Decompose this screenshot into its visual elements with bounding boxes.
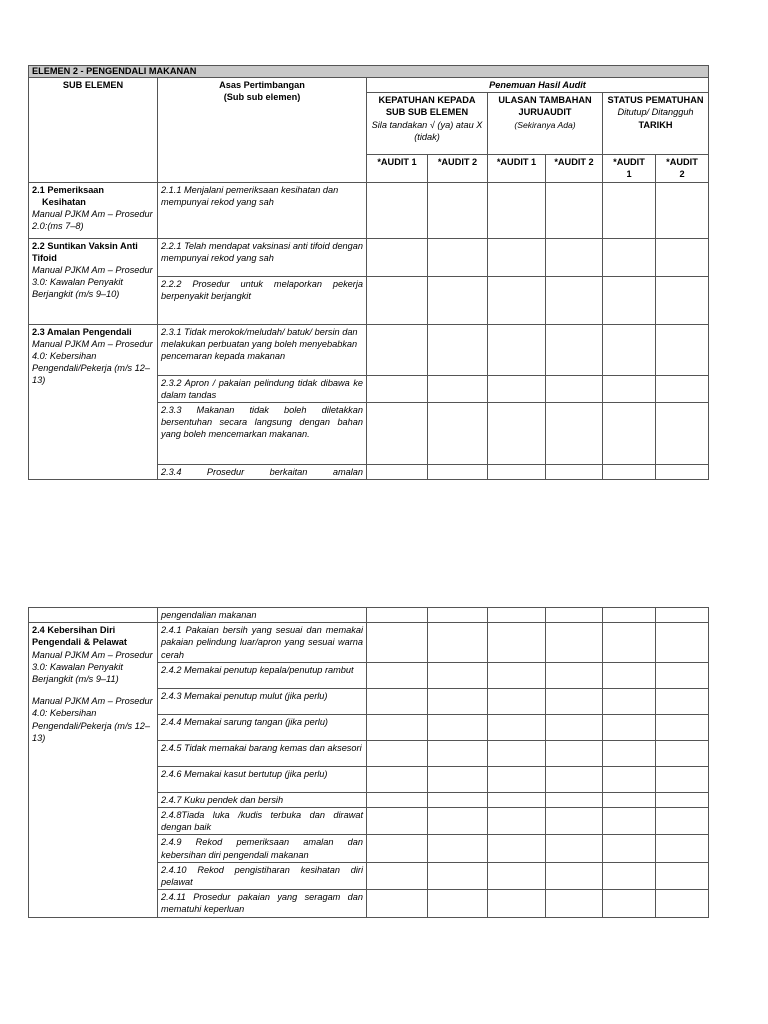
cell-input[interactable]	[546, 465, 603, 480]
item-2-3-4: 2.3.4 Prosedur berkaitan amalan	[158, 465, 367, 480]
cell-input[interactable]	[488, 465, 546, 480]
cell-input[interactable]	[488, 740, 546, 766]
cell-input[interactable]	[546, 238, 603, 276]
cell-input[interactable]	[603, 465, 656, 480]
header-kepatuhan-audit-1: *AUDIT 1	[367, 155, 428, 182]
cell-input[interactable]	[603, 276, 656, 324]
cell-input[interactable]	[367, 792, 428, 807]
item-2-4-2: 2.4.2 Memakai penutup kepala/penutup rambut	[158, 662, 367, 688]
cell-input[interactable]	[428, 623, 488, 663]
cell-input[interactable]	[367, 835, 428, 862]
cell-input[interactable]	[367, 740, 428, 766]
table-row	[29, 608, 709, 623]
cell-input[interactable]	[603, 890, 656, 917]
cell-input[interactable]	[367, 662, 428, 688]
cell-input[interactable]	[603, 403, 656, 465]
audit-table-page-1	[28, 65, 709, 480]
cell-input[interactable]	[546, 688, 603, 714]
table-row	[29, 238, 709, 276]
item-2-1-1: 2.1.1 Menjalani pemeriksaan kesihatan dan mempunyai rekod yang sah	[158, 182, 367, 238]
cell-input[interactable]	[603, 792, 656, 807]
cell-input[interactable]	[546, 375, 603, 402]
sub-elemen-2-1: 2.1 Pemeriksaan Kesihatan Manual PJKM Am – Prosedur 2.0:(ms 7–8)	[29, 182, 158, 238]
cell-input[interactable]	[603, 688, 656, 714]
cell-input[interactable]	[428, 662, 488, 688]
cell-input[interactable]	[488, 182, 546, 238]
item-2-4-1: 2.4.1 Pakaian bersih yang sesuai dan memakai pakaian pelindung luar/apron yang sesuai warna cerah	[158, 623, 367, 663]
cell-input[interactable]	[428, 276, 488, 324]
cell-input[interactable]	[367, 688, 428, 714]
item-2-3-4-continued: pengendalian makanan	[158, 608, 367, 623]
cell-input[interactable]	[428, 182, 488, 238]
sub-elemen-2-3: 2.3 Amalan Pengendali Manual PJKM Am – Prosedur 4.0: Kebersihan Pengendali/Pekerja (m/s 12–13)	[29, 324, 158, 480]
item-2-2-2: 2.2.2 Prosedur untuk melaporkan pekerja berpenyakit berjangkit	[158, 276, 367, 324]
cell-input[interactable]	[656, 238, 709, 276]
item-2-4-11: 2.4.11 Prosedur pakaian yang seragam dan mematuhi keperluan	[158, 890, 367, 917]
cell-input[interactable]	[428, 890, 488, 917]
header-status-pematuhan: STATUS PEMATUHAN Ditutup/ Ditangguh TARIKH	[603, 93, 709, 155]
cell-input[interactable]	[546, 890, 603, 917]
cell-input[interactable]	[656, 276, 709, 324]
cell-input[interactable]	[428, 688, 488, 714]
cell-input[interactable]	[603, 608, 656, 623]
sub-elemen-continued	[29, 608, 158, 623]
item-2-4-3: 2.4.3 Memakai penutup mulut (jika perlu)	[158, 688, 367, 714]
cell-input[interactable]	[428, 808, 488, 835]
cell-input[interactable]	[546, 623, 603, 663]
cell-input[interactable]	[488, 623, 546, 663]
item-2-3-2: 2.3.2 Apron / pakaian pelindung tidak dibawa ke dalam tandas	[158, 375, 367, 402]
cell-input[interactable]	[488, 766, 546, 792]
cell-input[interactable]	[603, 835, 656, 862]
cell-input[interactable]	[656, 808, 709, 835]
cell-input[interactable]	[428, 740, 488, 766]
cell-input[interactable]	[656, 688, 709, 714]
cell-input[interactable]	[488, 276, 546, 324]
header-sub-elemen: SUB ELEMEN	[29, 78, 158, 183]
cell-input[interactable]	[656, 608, 709, 623]
cell-input[interactable]	[428, 608, 488, 623]
cell-input[interactable]	[428, 766, 488, 792]
cell-input[interactable]	[428, 465, 488, 480]
cell-input[interactable]	[603, 808, 656, 835]
cell-input[interactable]	[656, 324, 709, 375]
cell-input[interactable]	[656, 766, 709, 792]
cell-input[interactable]	[603, 714, 656, 740]
header-asas-pertimbangan: Asas Pertimbangan (Sub sub elemen)	[158, 78, 367, 183]
cell-input[interactable]	[367, 276, 428, 324]
cell-input[interactable]	[488, 375, 546, 402]
item-2-4-8: 2.4.8Tiada luka /kudis terbuka dan dirawat dengan baik	[158, 808, 367, 835]
cell-input[interactable]	[656, 862, 709, 889]
cell-input[interactable]	[546, 835, 603, 862]
cell-input[interactable]	[367, 608, 428, 623]
cell-input[interactable]	[656, 890, 709, 917]
table-row	[29, 623, 709, 663]
element-title: ELEMEN 2 - PENGENDALI MAKANAN	[29, 66, 709, 78]
cell-input[interactable]	[603, 862, 656, 889]
cell-input[interactable]	[488, 835, 546, 862]
cell-input[interactable]	[367, 808, 428, 835]
cell-input[interactable]	[656, 182, 709, 238]
cell-input[interactable]	[488, 238, 546, 276]
cell-input[interactable]	[488, 862, 546, 889]
cell-input[interactable]	[367, 465, 428, 480]
cell-input[interactable]	[546, 862, 603, 889]
cell-input[interactable]	[488, 890, 546, 917]
item-2-2-1: 2.2.1 Telah mendapat vaksinasi anti tifoid dengan mempunyai rekod yang sah	[158, 238, 367, 276]
cell-input[interactable]	[656, 662, 709, 688]
cell-input[interactable]	[367, 375, 428, 402]
item-2-4-4: 2.4.4 Memakai sarung tangan (jika perlu)	[158, 714, 367, 740]
item-2-4-7: 2.4.7 Kuku pendek dan bersih	[158, 792, 367, 807]
cell-input[interactable]	[488, 608, 546, 623]
cell-input[interactable]	[367, 324, 428, 375]
header-status-audit-2: *AUDIT 2	[656, 155, 709, 182]
cell-input[interactable]	[546, 608, 603, 623]
cell-input[interactable]	[546, 662, 603, 688]
cell-input[interactable]	[656, 835, 709, 862]
item-2-4-6: 2.4.6 Memakai kasut bertutup (jika perlu)	[158, 766, 367, 792]
cell-input[interactable]	[656, 403, 709, 465]
cell-input[interactable]	[656, 740, 709, 766]
cell-input[interactable]	[428, 792, 488, 807]
cell-input[interactable]	[656, 714, 709, 740]
cell-input[interactable]	[488, 688, 546, 714]
cell-input[interactable]	[656, 792, 709, 807]
cell-input[interactable]	[603, 324, 656, 375]
cell-input[interactable]	[488, 792, 546, 807]
cell-input[interactable]	[428, 835, 488, 862]
cell-input[interactable]	[488, 662, 546, 688]
cell-input[interactable]	[656, 465, 709, 480]
cell-input[interactable]	[367, 766, 428, 792]
table-row	[29, 182, 709, 238]
header-kepatuhan: KEPATUHAN KEPADA SUB SUB ELEMEN Sila tandakan √ (ya) atau X (tidak)	[367, 93, 488, 155]
sub-elemen-2-4: 2.4 Kebersihan Diri Pengendali & Pelawat Manual PJKM Am – Prosedur 3.0: Kawalan Penyakit Berjangkit (m/s 9–11) Manual PJKM Am – Prosedur 4.0: Kebersihan Pengendali/Pekerja (m/s 12–13)	[29, 623, 158, 917]
cell-input[interactable]	[488, 714, 546, 740]
item-2-3-1: 2.3.1 Tidak merokok/meludah/ batuk/ bersin dan melakukan perbuatan yang boleh menyebabkan pencemaran kepada makanan	[158, 324, 367, 375]
cell-input[interactable]	[603, 766, 656, 792]
header-status-audit-1: *AUDIT 1	[603, 155, 656, 182]
cell-input[interactable]	[428, 238, 488, 276]
cell-input[interactable]	[603, 740, 656, 766]
cell-input[interactable]	[656, 623, 709, 663]
item-2-3-3: 2.3.3 Makanan tidak boleh diletakkan bersentuhan secara langsung dengan bahan yang boleh mencemarkan makanan.	[158, 403, 367, 465]
header-penemuan-hasil-audit: Penemuan Hasil Audit	[367, 78, 709, 93]
cell-input[interactable]	[546, 276, 603, 324]
header-ulasan-audit-2: *AUDIT 2	[546, 155, 603, 182]
cell-input[interactable]	[546, 182, 603, 238]
header-ulasan-audit-1: *AUDIT 1	[488, 155, 546, 182]
cell-input[interactable]	[367, 238, 428, 276]
cell-input[interactable]	[546, 766, 603, 792]
cell-input[interactable]	[428, 862, 488, 889]
cell-input[interactable]	[428, 714, 488, 740]
cell-input[interactable]	[603, 182, 656, 238]
cell-input[interactable]	[367, 403, 428, 465]
cell-input[interactable]	[367, 623, 428, 663]
cell-input[interactable]	[488, 324, 546, 375]
cell-input[interactable]	[367, 862, 428, 889]
table-row	[29, 324, 709, 375]
cell-input[interactable]	[546, 324, 603, 375]
item-2-4-9: 2.4.9 Rekod pemeriksaan amalan dan kebersihan diri pengendali makanan	[158, 835, 367, 862]
cell-input[interactable]	[546, 740, 603, 766]
cell-input[interactable]	[656, 375, 709, 402]
cell-input[interactable]	[367, 890, 428, 917]
cell-input[interactable]	[603, 375, 656, 402]
audit-table-page-2	[28, 607, 709, 918]
header-kepatuhan-audit-2: *AUDIT 2	[428, 155, 488, 182]
cell-input[interactable]	[603, 623, 656, 663]
sub-elemen-2-2: 2.2 Suntikan Vaksin Anti Tifoid Manual PJKM Am – Prosedur 3.0: Kawalan Penyakit Berjangkit (m/s 9–10)	[29, 238, 158, 324]
item-2-4-5: 2.4.5 Tidak memakai barang kemas dan aksesori	[158, 740, 367, 766]
cell-input[interactable]	[603, 238, 656, 276]
cell-input[interactable]	[367, 182, 428, 238]
cell-input[interactable]	[546, 714, 603, 740]
cell-input[interactable]	[428, 324, 488, 375]
item-2-4-10: 2.4.10 Rekod pengistiharan kesihatan diri pelawat	[158, 862, 367, 889]
cell-input[interactable]	[488, 403, 546, 465]
cell-input[interactable]	[603, 662, 656, 688]
cell-input[interactable]	[367, 714, 428, 740]
cell-input[interactable]	[488, 808, 546, 835]
cell-input[interactable]	[546, 808, 603, 835]
header-ulasan-tambahan: ULASAN TAMBAHAN JURUAUDIT (Sekiranya Ada)	[488, 93, 603, 155]
cell-input[interactable]	[546, 792, 603, 807]
cell-input[interactable]	[546, 403, 603, 465]
cell-input[interactable]	[428, 375, 488, 402]
cell-input[interactable]	[428, 403, 488, 465]
